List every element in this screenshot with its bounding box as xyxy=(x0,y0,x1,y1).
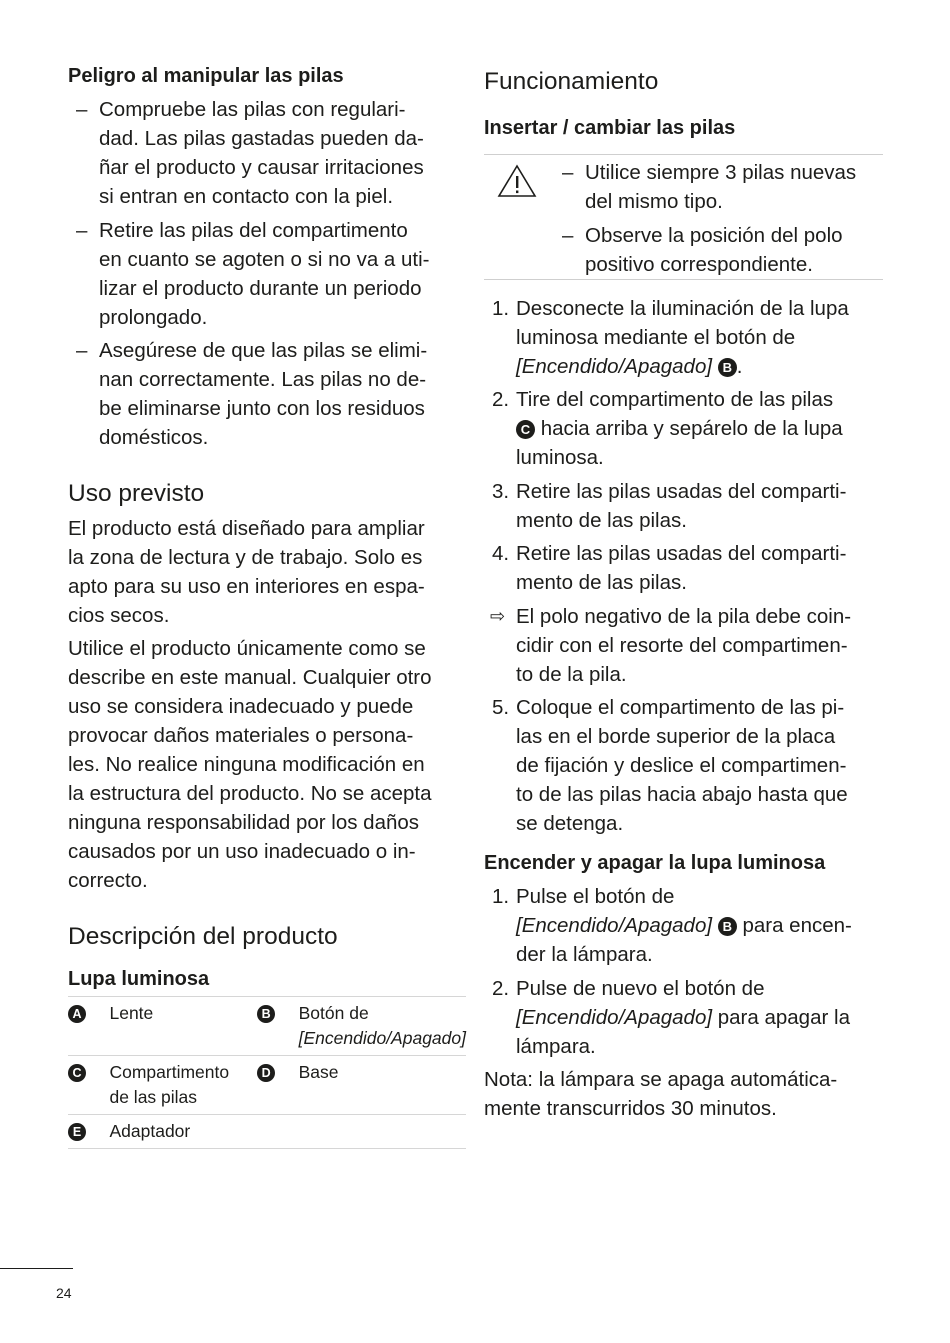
table-row: C Compartimento de las pilas D Base xyxy=(68,1056,466,1115)
list-item: – Retire las pilas del compartimento en cuanto se agoten o si no va a uti- lizar el producto durante un periodo prolongado. xyxy=(76,218,430,329)
list-item: 1. Pulse el botón de [Encendido/Apagado] B para encen- der la lámpara. xyxy=(492,885,852,966)
right-column xyxy=(484,66,883,1123)
peligro-heading: Peligro al manipular las pilas xyxy=(68,65,344,87)
list-item: 4. Retire las pilas usadas del comparti- mento de las pilas. xyxy=(492,542,847,594)
result-arrow-icon: ⇨ xyxy=(490,605,506,626)
letter-badge: B xyxy=(718,358,737,377)
insertar-steps xyxy=(484,294,883,598)
warning-list xyxy=(554,158,883,279)
footer-rule xyxy=(0,1268,73,1269)
encender-heading: Encender y apagar la lupa luminosa xyxy=(484,852,826,874)
uso-paragraph-1: El producto está diseñado para ampliar la zona de lectura y de trabajo. Solo es apto para su uso en interiores en espa- cios secos. xyxy=(68,517,425,627)
table-row: E Adaptador xyxy=(68,1115,466,1149)
insertar-steps-cont xyxy=(484,693,883,838)
funcionamiento-heading: Funcionamiento xyxy=(484,68,659,95)
letter-badge: C xyxy=(68,1064,86,1082)
list-item: – Compruebe las pilas con regulari- dad. Las pilas gastadas pueden da- ñar el producto y causar irritaciones si entran en contacto con la piel. xyxy=(76,98,424,208)
descripcion-heading: Descripción del producto xyxy=(68,923,338,950)
list-item: 3. Retire las pilas usadas del comparti- mento de las pilas. xyxy=(492,479,847,532)
list-item: 1. Desconecte la iluminación de la lupa luminosa mediante el botón de [Encendido/Apagado] B . xyxy=(492,296,849,378)
letter-badge: E xyxy=(68,1123,86,1141)
letter-badge: D xyxy=(257,1064,275,1082)
list-item: 2. Tire del compartimento de las pilas C hacia arriba y sepárelo de la lupa luminosa. xyxy=(492,388,843,469)
list-item: – Utilice siempre 3 pilas nuevas del mismo tipo. xyxy=(562,161,857,213)
left-column xyxy=(68,62,466,1149)
list-item: 2. Pulse de nuevo el botón de [Encendido/Apagado] para apagar la lámpara. xyxy=(492,976,850,1058)
letter-badge: B xyxy=(718,917,737,936)
letter-badge: B xyxy=(257,1005,275,1023)
letter-badge: C xyxy=(516,420,535,439)
warning-box xyxy=(484,154,883,280)
page-number: 24 xyxy=(56,1285,72,1301)
result-item: ⇨ El polo negativo de la pila debe coin- cidir con el resorte del compartimen- to de la pila. xyxy=(484,602,883,689)
letter-badge: A xyxy=(68,1005,86,1023)
lupa-subheading: Lupa luminosa xyxy=(68,968,210,990)
list-item: – Observe la posición del polo positivo correspondiente. xyxy=(562,223,843,276)
peligro-list xyxy=(68,95,466,452)
list-item: 5. Coloque el compartimento de las pi- las en el borde superior de la placa de fijación y deslice el compartimen- to de las pilas hacia abajo hasta que se detenga. xyxy=(492,696,848,835)
parts-table xyxy=(68,996,466,1149)
uso-heading: Uso previsto xyxy=(68,480,205,507)
encender-steps xyxy=(484,882,883,1061)
insertar-heading: Insertar / cambiar las pilas xyxy=(484,117,736,139)
table-row: A Lente B Botón de [Encendido/Apagado] xyxy=(68,997,466,1056)
warning-triangle-icon xyxy=(497,164,537,198)
uso-paragraph-2: Utilice el producto únicamente como se describe en este manual. Cualquier otro uso se considera inadecuado y puede provocar daños materiales o persona- les. No realice ninguna modificación en la estructura del producto. No se acepta ninguna responsabilidad por los daños causados por un uso inadecuado o in- correcto. xyxy=(68,637,432,892)
nota-paragraph: Nota: la lámpara se apaga automática- mente transcurridos 30 minutos. xyxy=(484,1068,838,1120)
list-item: – Asegúrese de que las pilas se elimi- nan correctamente. Las pilas no de- be eliminarse junto con los residuos domésticos. xyxy=(76,339,428,449)
